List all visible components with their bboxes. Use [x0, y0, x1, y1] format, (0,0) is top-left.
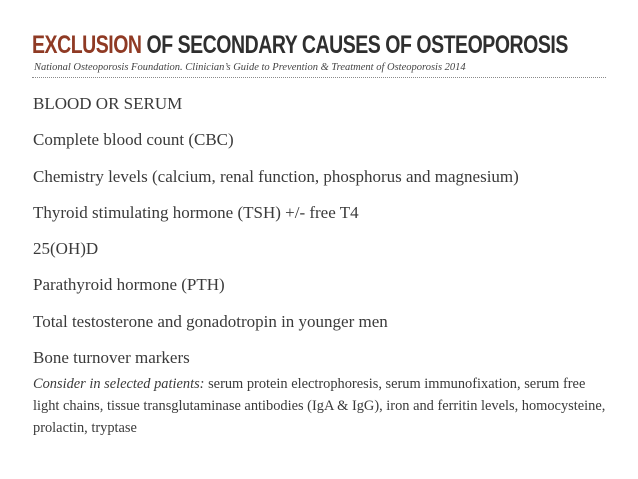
list-item: Parathyroid hormone (PTH) [33, 275, 225, 295]
list-item: Total testosterone and gonadotropin in younger men [33, 311, 388, 331]
list-item: Chemistry levels (calcium, renal function, phosphorus and magnesium) [33, 166, 519, 186]
note-lead: Consider in selected patients: [33, 376, 205, 392]
list-item: Complete blood count (CBC) [33, 130, 234, 150]
list-item: 25(OH)D [33, 239, 99, 259]
note-body: serum protein electrophoresis, serum immunofixation, serum free light chains, tissue transglutaminase antibodies (IgA & IgG), iron and ferritin levels, homocysteine, prolactin, tryptase [33, 376, 606, 436]
slide-title [32, 30, 568, 60]
dotted-divider [32, 77, 606, 78]
selected-patients-note [33, 373, 608, 439]
title-accent: EXCLUSION [32, 31, 142, 59]
test-list [33, 93, 613, 383]
list-item: Thyroid stimulating hormone (TSH) +/- free T4 [33, 202, 359, 222]
list-item-heading: BLOOD OR SERUM [33, 94, 183, 113]
title-rest: OF SECONDARY CAUSES OF OSTEOPOROSIS [146, 31, 568, 59]
slide-subtitle: National Osteoporosis Foundation. Clinician’s Guide to Prevention & Treatment of Osteoporosis 2014 [34, 62, 466, 73]
list-item: Bone turnover markers [33, 348, 190, 368]
